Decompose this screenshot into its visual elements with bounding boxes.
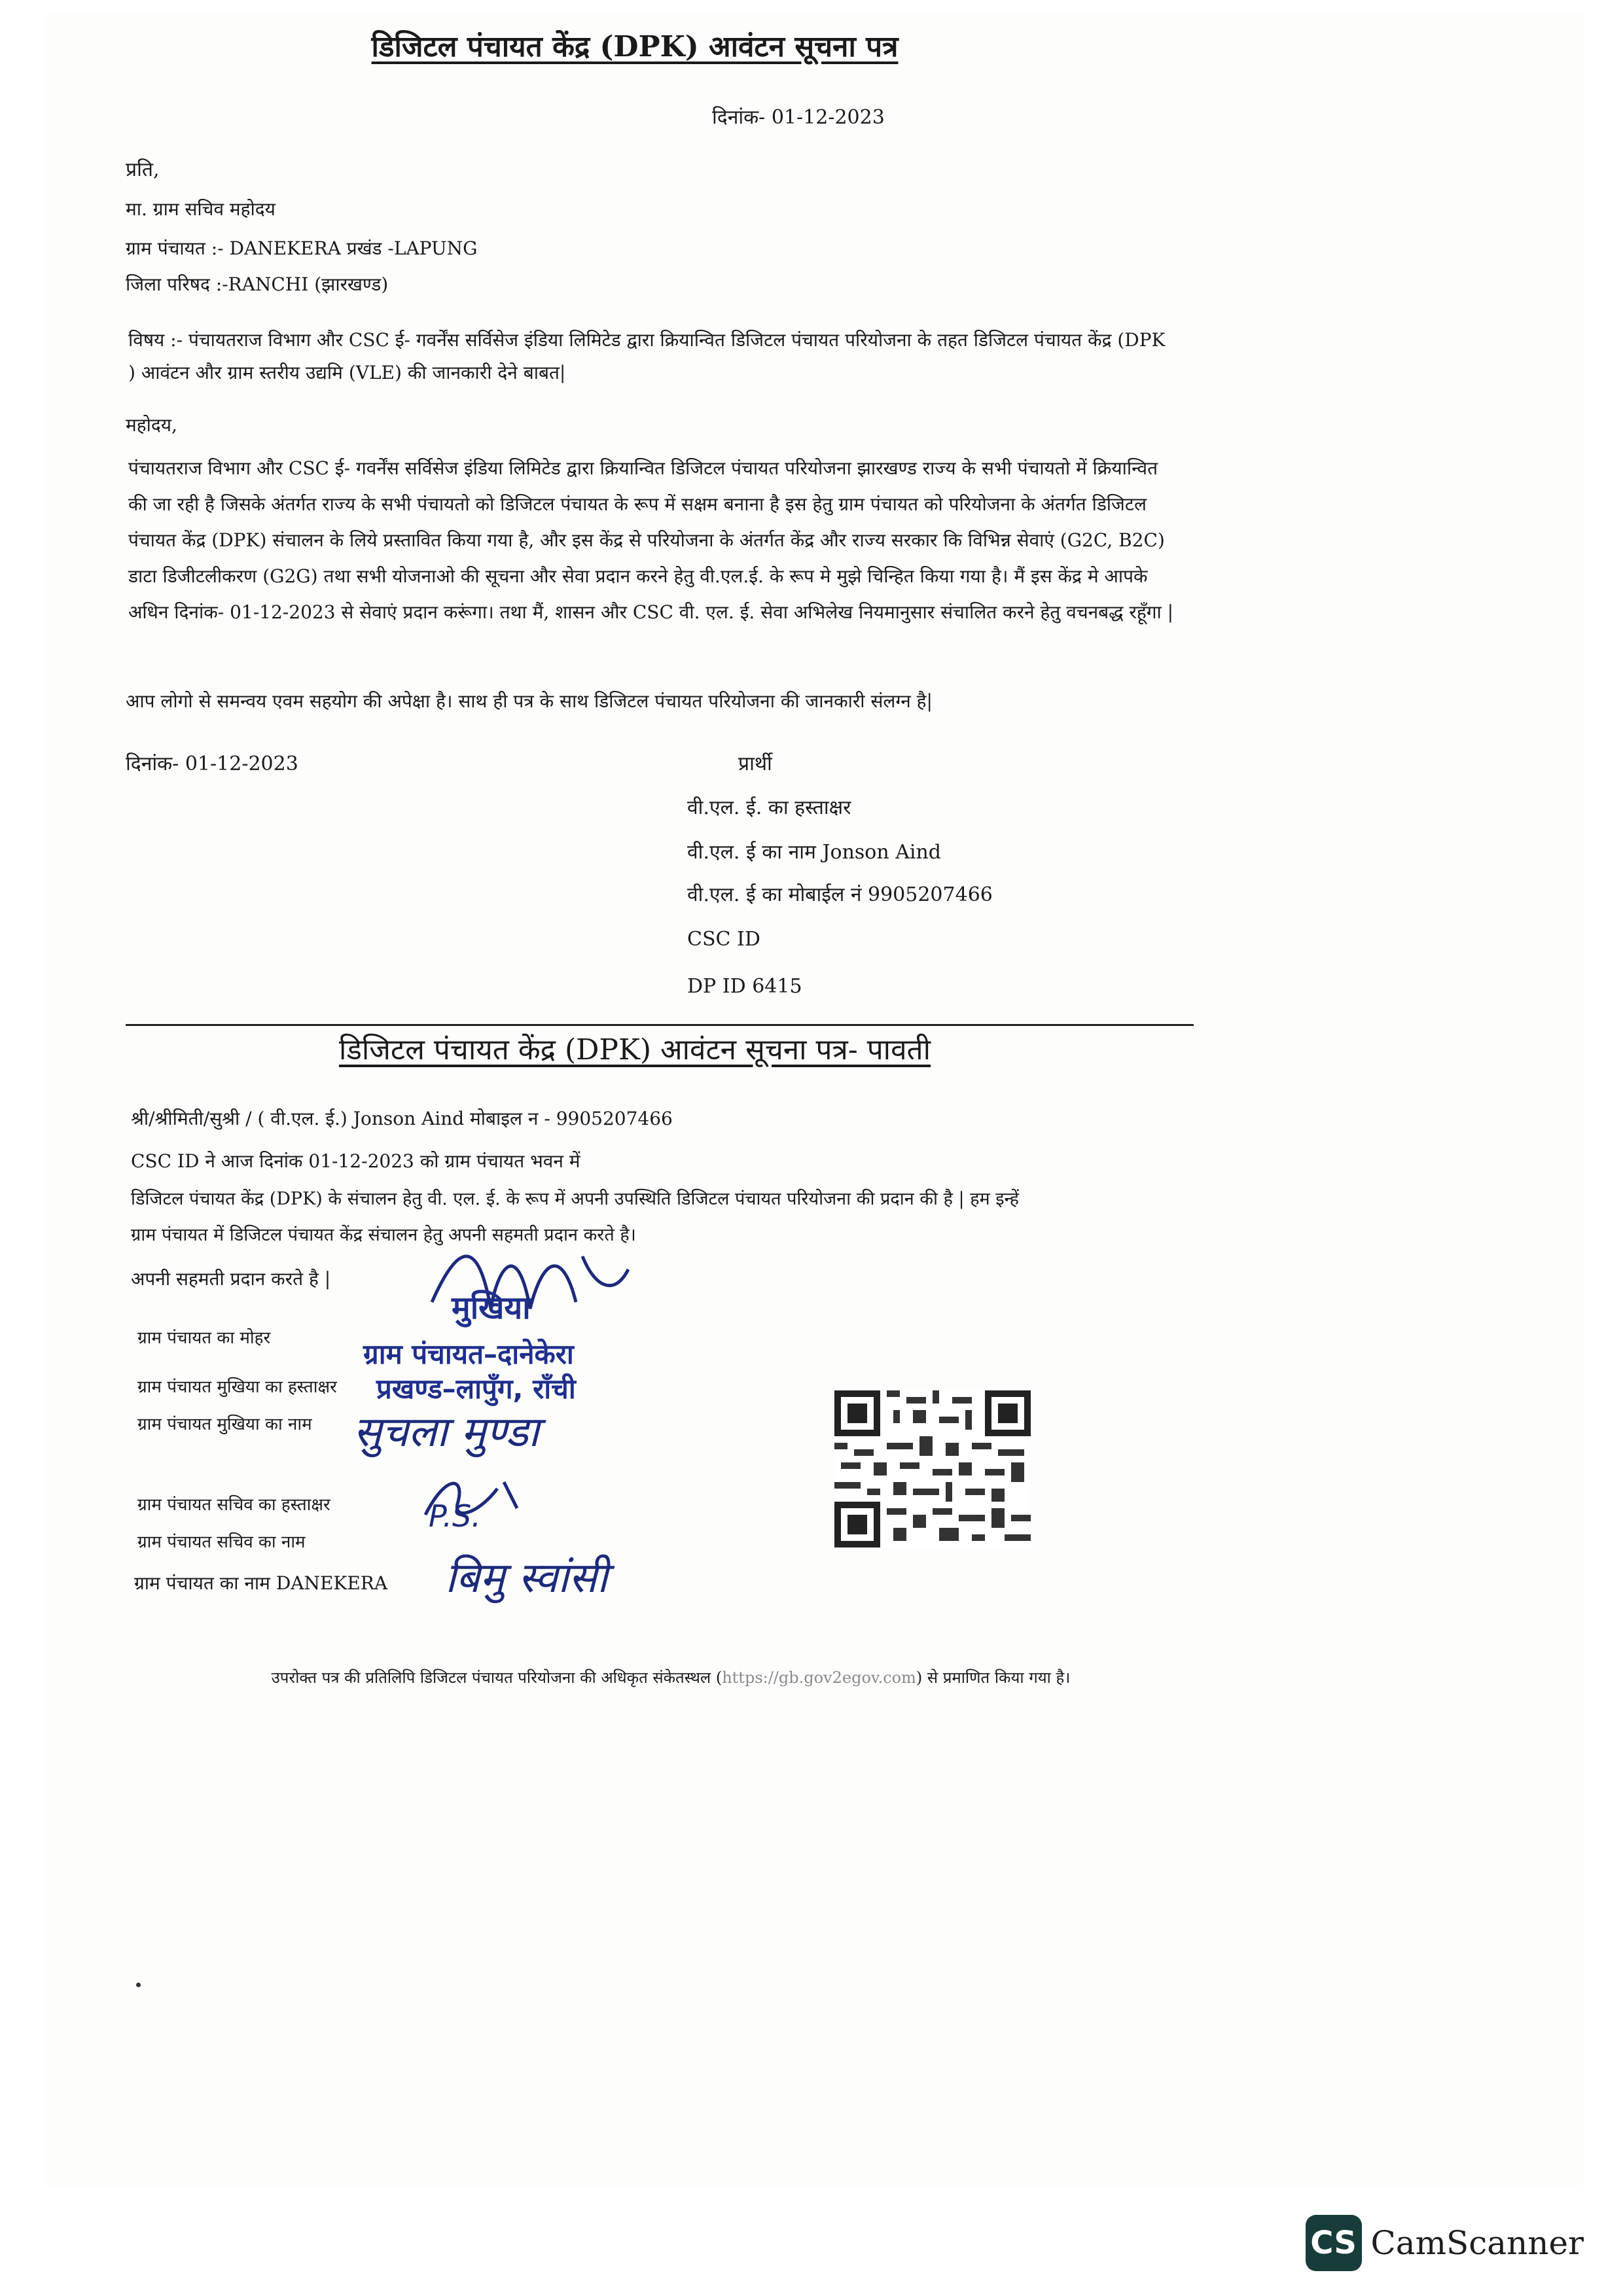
footer-note: उपरोक्त पत्र की प्रतिलिपि डिजिटल पंचायत परियोजना की अधिकृत संकेतस्थल (https://gb.gov2egov.com) से प्रमाणित किया गया है। [271,1669,1071,1687]
csc-id: CSC ID [687,928,760,951]
closing-line: आप लोगो से समन्वय एवम सहयोग की अपेक्षा है। साथ ही पत्र के साथ डिजिटल पंचायत परियोजना की जानकारी संलग्न है| [126,690,933,712]
stamp-block: प्रखण्ड–लापुँग, राँची [376,1373,576,1405]
stamp-title: मुखिया [452,1290,531,1326]
sachiv-sign-label: ग्राम पंचायत सचिव का हस्ताक्षर [137,1495,330,1515]
mukhiya-sign-label: ग्राम पंचायत मुखिया का हस्ताक्षर [137,1377,337,1397]
letter-title: डिजिटल पंचायत केंद्र (DPK) आवंटन सूचना पत्र [371,30,899,63]
camscanner-name: CamScanner [1370,2224,1584,2262]
panchayat-name-label: ग्राम पंचायत का नाम DANEKERA [134,1572,388,1594]
camscanner-logo-icon: CS [1306,2215,1362,2271]
scan-speck [136,1983,141,1987]
mukhiya-name-handwritten: सुचला मुण्डा [353,1408,539,1457]
salutation: महोदय, [126,414,177,436]
applicant-heading: प्रार्थी [738,752,772,775]
receipt-line-5: अपनी सहमती प्रदान करते है | [131,1268,331,1290]
receipt-line-4: ग्राम पंचायत में डिजिटल पंचायत केंद्र संचालन हेतु अपनी सहमती प्रदान करते है। [131,1225,636,1245]
sachiv-name-handwritten: बिमु स्वांसी [445,1554,608,1602]
mukhiya-name-label: ग्राम पंचायत मुखिया का नाम [137,1415,312,1434]
sachiv-name-label: ग्राम पंचायत सचिव का नाम [137,1532,306,1552]
vle-name: वी.एल. ई का नाम Jonson Aind [687,841,942,864]
footer-url[interactable]: https://gb.gov2egov.com [722,1669,916,1687]
vle-signature-label: वी.एल. ई. का हस्ताक्षर [687,796,851,819]
panchayat-line: ग्राम पंचायत :- DANEKERA प्रखंड -LAPUNG [126,238,478,259]
section-divider [126,1024,1194,1026]
receipt-line-3: डिजिटल पंचायत केंद्र (DPK) के संचालन हेतु वी. एल. ई. के रूप में अपनी उपस्थिति डिजिटल पंचायत परियोजना की प्रदान की है | हम इन्हें [131,1189,1019,1209]
vle-mobile: वी.एल. ई का मोबाईल नं 9905207466 [687,883,993,906]
dp-id: DP ID 6415 [687,975,802,998]
body-paragraph: पंचायतराज विभाग और CSC ई- गवर्नेंस सर्विसेज इंडिया लिमिटेड द्वारा क्रियान्वित डिजिटल पंचायत परियोजना झारखण्ड राज्य के सभी पंचायतो में क्रियान्वित की जा रही है जिसके अंतर्गत राज्य के सभी पंचायतो को डिजिटल पंचायत के रूप में सक्षम बनाना है इस हेतु ग्राम पंचायत को परियोजना के अंतर्गत डिजिटल पंचायत केंद्र (DPK) संचालन के लिये प्रस्तावित किया गया है, और इस केंद्र से परियोजना के अंतर्गत केंद्र और राज्य सरकार कि विभिन्न सेवाएं (G2C, B2C) डाटा डिजीटलीकरण (G2G) तथा सभी योजनाओ की सूचना और सेवा प्रदान करने हेतु वी.एल.ई. के रूप मे मुझे चिन्हित किया गया है। मैं इस केंद्र मे आपके अधिन दिनांक- 01-12-2023 से सेवाएं प्रदान करूंगा। तथा मैं, शासन और CSC वी. एल. ई. सेवा अभिलेख नियमानुसार संचालित करने हेतु वचनबद्ध रहूँगा | [128,457,1174,623]
letter-date: दिनांक- 01-12-2023 [712,106,885,129]
addressee: मा. ग्राम सचिव महोदय [126,198,276,220]
stamp-panchayat: ग्राम पंचायत–दानेकेरा [363,1338,574,1370]
qr-code [834,1390,1031,1547]
to-label: प्रति, [126,158,160,181]
sachiv-initials-handwritten: P.S. [429,1498,481,1534]
district-line: जिला परिषद :-RANCHI (झारखण्ड) [126,274,389,295]
receipt-line-1: श्री/श्रीमिती/सुश्री / ( वी.एल. ई.) Jonson Aind मोबाइल न - 9905207466 [131,1108,673,1129]
receipt-title: डिजिटल पंचायत केंद्र (DPK) आवंटन सूचना पत्र- पावती [338,1033,931,1067]
sign-date: दिनांक- 01-12-2023 [126,752,298,775]
seal-label: ग्राम पंचायत का मोहर [137,1328,271,1348]
camscanner-watermark [1306,2215,1584,2271]
subject: विषय :- पंचायतराज विभाग और CSC ई- गवर्नेंस सर्विसेज इंडिया लिमिटेड द्वारा क्रियान्वित डिजिटल पंचायत परियोजना के तहत डिजिटल पंचायत केंद्र (DPK ) आवंटन और ग्राम स्तरीय उद्यमि (VLE) की जानकारी देने बाबत| [128,329,1166,383]
receipt-line-2: CSC ID ने आज दिनांक 01-12-2023 को ग्राम पंचायत भवन में [131,1150,580,1172]
